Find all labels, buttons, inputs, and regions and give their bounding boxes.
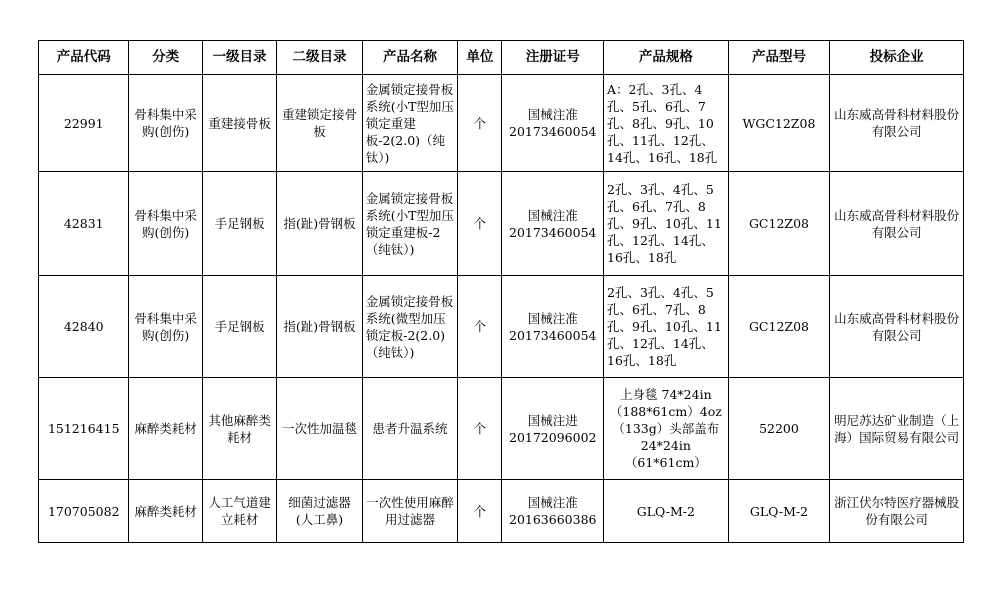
cell-level2: 重建锁定接骨板 [277, 75, 362, 172]
cell-category: 麻醉类耗材 [129, 378, 202, 480]
cell-level1: 重建接骨板 [202, 75, 276, 172]
cell-level2: 指(趾)骨钢板 [277, 172, 362, 276]
header-bidding-company: 投标企业 [830, 41, 964, 75]
cell-spec: GLQ-M-2 [604, 480, 729, 543]
cell-reg-no: 国械注准20163660386 [502, 480, 604, 543]
cell-level1: 人工气道建立耗材 [202, 480, 276, 543]
header-level1-catalog: 一级目录 [202, 41, 276, 75]
cell-spec: 2孔、3孔、4孔、5孔、6孔、7孔、8孔、9孔、10孔、11孔、12孔、14孔、16孔、18孔 [604, 276, 729, 378]
header-unit: 单位 [458, 41, 502, 75]
cell-unit: 个 [458, 172, 502, 276]
table-row [39, 378, 964, 480]
cell-level2: 指(趾)骨钢板 [277, 276, 362, 378]
cell-category: 麻醉类耗材 [129, 480, 202, 543]
table-row [39, 172, 964, 276]
cell-model: 52200 [728, 378, 830, 480]
cell-reg-no: 国械注准20173460054 [502, 75, 604, 172]
cell-level2: 细菌过滤器(人工鼻) [277, 480, 362, 543]
header-product-code: 产品代码 [39, 41, 129, 75]
cell-company: 明尼苏达矿业制造（上海）国际贸易有限公司 [830, 378, 964, 480]
cell-level2: 一次性加温毯 [277, 378, 362, 480]
cell-company: 山东威高骨科材料股份有限公司 [830, 172, 964, 276]
cell-spec: A：2孔、3孔、4孔、5孔、6孔、7孔、8孔、9孔、10孔、11孔、12孔、14孔、16孔、18孔 [604, 75, 729, 172]
cell-name: 患者升温系统 [362, 378, 458, 480]
cell-reg-no: 国械注准20173460054 [502, 276, 604, 378]
header-row [39, 41, 964, 75]
header-registration-no: 注册证号 [502, 41, 604, 75]
cell-reg-no: 国械注进20172096002 [502, 378, 604, 480]
cell-unit: 个 [458, 75, 502, 172]
cell-code: 151216415 [39, 378, 129, 480]
cell-category: 骨科集中采购(创伤) [129, 276, 202, 378]
cell-company: 浙江伏尔特医疗器械股份有限公司 [830, 480, 964, 543]
header-category: 分类 [129, 41, 202, 75]
cell-code: 170705082 [39, 480, 129, 543]
cell-level1: 手足钢板 [202, 172, 276, 276]
cell-category: 骨科集中采购(创伤) [129, 172, 202, 276]
cell-unit: 个 [458, 480, 502, 543]
cell-model: WGC12Z08 [728, 75, 830, 172]
cell-name: 金属锁定接骨板系统(小T型加压锁定重建板-2(2.0)（纯钛）) [362, 75, 458, 172]
cell-model: GLQ-M-2 [728, 480, 830, 543]
cell-code: 42840 [39, 276, 129, 378]
table-row [39, 75, 964, 172]
header-model: 产品型号 [728, 41, 830, 75]
header-product-name: 产品名称 [362, 41, 458, 75]
cell-spec: 上身毯 74*24in（188*61cm）4oz（133g）头部盖布 24*24in（61*61cm） [604, 378, 729, 480]
header-specification: 产品规格 [604, 41, 729, 75]
cell-company: 山东威高骨科材料股份有限公司 [830, 75, 964, 172]
cell-model: GC12Z08 [728, 276, 830, 378]
cell-code: 22991 [39, 75, 129, 172]
cell-level1: 其他麻醉类耗材 [202, 378, 276, 480]
cell-unit: 个 [458, 276, 502, 378]
table-row [39, 276, 964, 378]
table-row [39, 480, 964, 543]
product-table [38, 40, 964, 543]
cell-category: 骨科集中采购(创伤) [129, 75, 202, 172]
header-level2-catalog: 二级目录 [277, 41, 362, 75]
cell-model: GC12Z08 [728, 172, 830, 276]
cell-name: 一次性使用麻醉用过滤器 [362, 480, 458, 543]
cell-reg-no: 国械注准20173460054 [502, 172, 604, 276]
cell-company: 山东威高骨科材料股份有限公司 [830, 276, 964, 378]
cell-name: 金属锁定接骨板系统(微型加压锁定板-2(2.0)（纯钛）) [362, 276, 458, 378]
cell-name: 金属锁定接骨板系统(小T型加压锁定重建板-2（纯钛）) [362, 172, 458, 276]
cell-spec: 2孔、3孔、4孔、5孔、6孔、7孔、8孔、9孔、10孔、11孔、12孔、14孔、16孔、18孔 [604, 172, 729, 276]
cell-code: 42831 [39, 172, 129, 276]
cell-level1: 手足钢板 [202, 276, 276, 378]
cell-unit: 个 [458, 378, 502, 480]
